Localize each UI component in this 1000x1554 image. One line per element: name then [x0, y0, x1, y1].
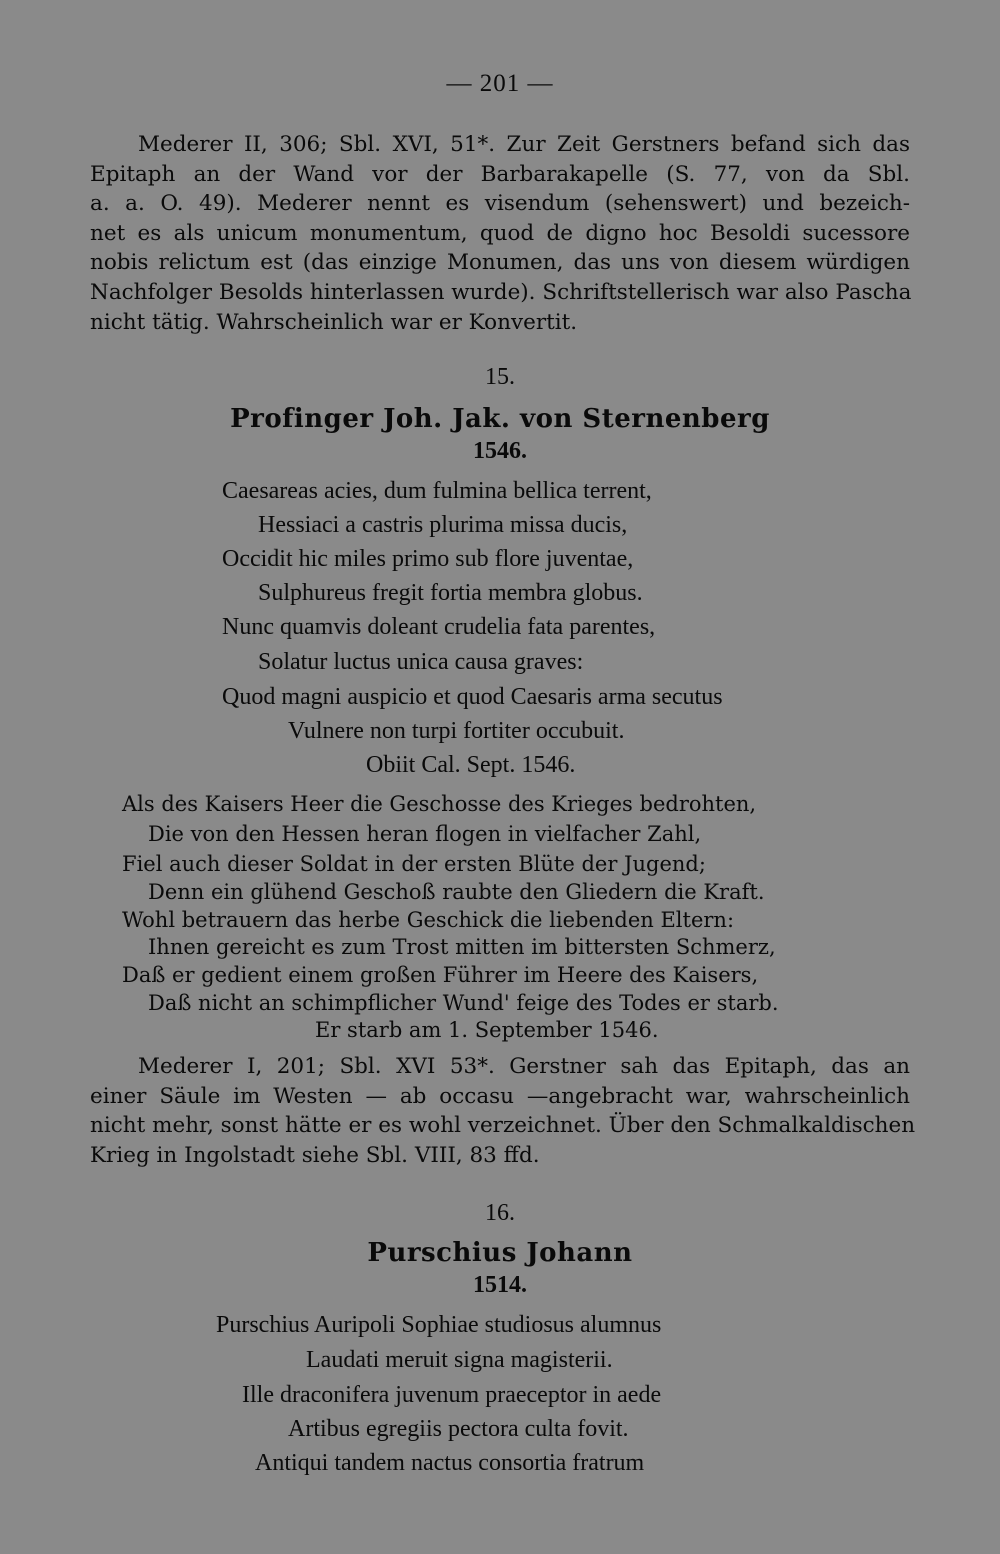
paragraph-line: a. a. O. 49). Mederer nennt es visendum (sehenswert) und bezeich-	[90, 191, 910, 217]
verse-line: Wohl betrauern das herbe Geschick die liebenden Eltern:	[122, 908, 735, 932]
paragraph-line: nobis relictum est (das einzige Monumen, das uns von diesem würdigen	[90, 250, 910, 276]
verse-line: Obiit Cal. Sept. 1546.	[366, 752, 576, 778]
paragraph-line: einer Säule im Westen — ab occasu —angebracht war, wahrscheinlich	[90, 1083, 910, 1109]
verse-line: Laudati meruit signa magisterii.	[306, 1347, 613, 1373]
paragraph-line: net es als unicum monumentum, quod de digno hoc Besoldi sucessore	[90, 220, 910, 246]
verse-line: Hessiaci a castris plurima missa ducis,	[258, 512, 628, 538]
verse-line: Caesareas acies, dum fulmina bellica terrent,	[222, 478, 652, 504]
entry-note	[90, 1052, 916, 1170]
verse-line: Als des Kaisers Heer die Geschosse des Krieges bedrohten,	[122, 792, 757, 816]
entry-number: 15.	[485, 364, 515, 390]
paragraph-line: nicht tätig. Wahrscheinlich war er Konvertit.	[90, 309, 578, 335]
verse-line: Die von den Hessen heran flogen in vielfacher Zahl,	[148, 822, 702, 846]
verse-line: Daß er gedient einem großen Führer im Heere des Kaisers,	[122, 963, 759, 987]
verse-line: Ille draconifera juvenum praeceptor in aede	[242, 1382, 662, 1408]
verse-line: Vulnere non turpi fortiter occubuit.	[288, 718, 625, 744]
verse-line: Daß nicht an schimpflicher Wund' feige des Todes er starb.	[148, 991, 779, 1015]
intro-paragraph	[90, 130, 910, 337]
verse-line: Occidit hic miles primo sub flore juventae,	[222, 546, 634, 572]
entry-title: Purschius Johann	[367, 1238, 633, 1268]
verse-line: Ihnen gereicht es zum Trost mitten im bittersten Schmerz,	[148, 935, 776, 959]
paragraph-line: Krieg in Ingolstadt siehe Sbl. VIII, 83 ffd.	[90, 1142, 540, 1168]
verse-line: Sulphureus fregit fortia membra globus.	[258, 580, 643, 606]
paragraph-line: Mederer I, 201; Sbl. XVI 53*. Gerstner sah das Epitaph, das an	[138, 1054, 910, 1079]
paragraph-line: Nachfolger Besolds hinterlassen wurde). Schriftstellerisch war also Pascha	[90, 279, 912, 305]
verse-line: Artibus egregiis pectora culta fovit.	[288, 1416, 629, 1442]
entry-title: Profinger Joh. Jak. von Sternenberg	[230, 404, 770, 434]
paragraph-line: nicht mehr, sonst hätte er es wohl verzeichnet. Über den Schmalkaldischen	[90, 1113, 916, 1139]
verse-line: Nunc quamvis doleant crudelia fata parentes,	[222, 614, 656, 640]
verse-line: Denn ein glühend Geschoß raubte den Gliedern die Kraft.	[148, 880, 765, 904]
verse-line: Fiel auch dieser Soldat in der ersten Blüte der Jugend;	[122, 852, 706, 876]
verse-line: Solatur luctus unica causa graves:	[258, 649, 584, 675]
verse-line: Er starb am 1. September 1546.	[315, 1018, 659, 1042]
verse-line: Purschius Auripoli Sophiae studiosus alumnus	[216, 1312, 662, 1338]
page-number: — 201 —	[446, 70, 554, 97]
paragraph-line: Mederer II, 306; Sbl. XVI, 51*. Zur Zeit Gerstners befand sich das	[138, 132, 910, 157]
entry-year: 1546.	[473, 438, 527, 464]
entry-number: 16.	[485, 1200, 515, 1226]
verse-line: Quod magni auspicio et quod Caesaris arma secutus	[222, 684, 723, 710]
entry-year: 1514.	[473, 1272, 527, 1298]
verse-line: Antiqui tandem nactus consortia fratrum	[255, 1450, 645, 1476]
paragraph-line: Epitaph an der Wand vor der Barbarakapelle (S. 77, von da Sbl.	[90, 161, 910, 187]
